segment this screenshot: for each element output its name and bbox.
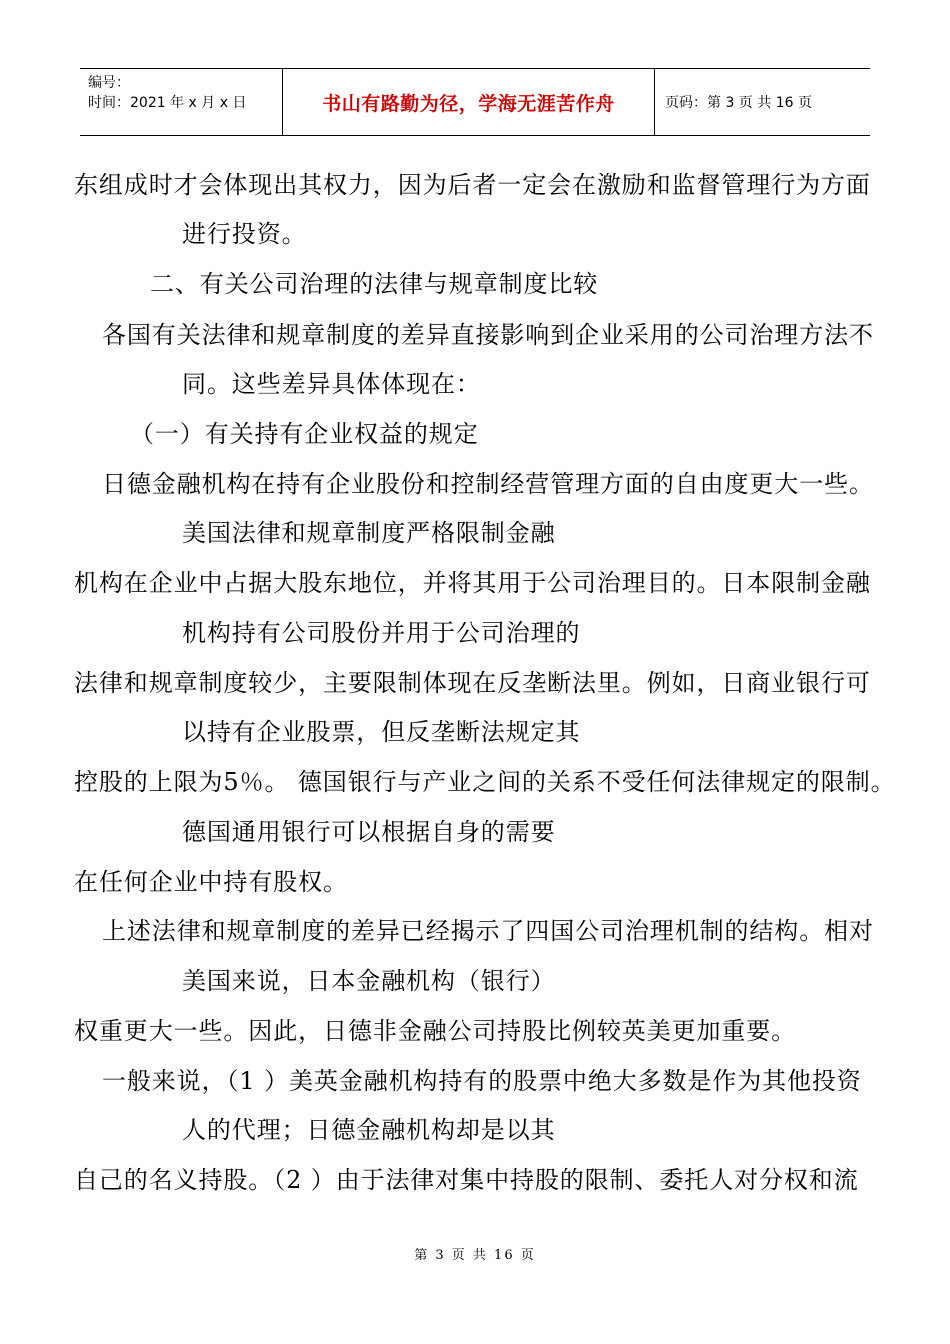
body-line: 德国通用银行可以根据自身的需要 <box>182 818 556 846</box>
body-line: 机构在企业中占据大股东地位，并将其用于公司治理目的。日本限制金融 <box>74 569 871 597</box>
body-line: 在任何企业中持有股权。 <box>74 868 348 896</box>
page-footer: 第 3 页 共 16 页 <box>414 1248 536 1263</box>
body-line: 美国来说，日本金融机构（银行） <box>182 967 556 995</box>
body-line: 法律和规章制度较少，主要限制体现在反垄断法里。例如，日商业银行可 <box>74 669 871 697</box>
body-line: 控股的上限为5％。 德国银行与产业之间的关系不受任何法律规定的限制。 <box>74 768 896 796</box>
subsection-heading: （一）有关持有企业权益的规定 <box>130 420 479 448</box>
body-line: 一般来说，（1 ）美英金融机构持有的股票中绝大多数是作为其他投资 <box>102 1067 862 1095</box>
body-line: 日德金融机构在持有企业股份和控制经营管理方面的自由度更大一些。 <box>102 470 874 498</box>
body-line: 美国法律和规章制度严格限制金融 <box>182 519 556 547</box>
body-line: 上述法律和规章制度的差异已经揭示了四国公司治理机制的结构。相对 <box>102 917 874 945</box>
page-header <box>80 68 870 136</box>
body-line: 进行投资。 <box>182 220 307 248</box>
header-page-info: 页码：第 3 页 共 16 页 <box>665 95 812 111</box>
body-line: 各国有关法律和规章制度的差异直接影响到企业采用的公司治理方法不 <box>102 321 874 349</box>
body-line: 自己的名义持股。（2 ）由于法律对集中持股的限制、委托人对分权和流 <box>74 1166 859 1194</box>
body-line: 以持有企业股票，但反垄断法规定其 <box>182 718 581 746</box>
header-number-label: 编号： <box>88 75 130 91</box>
header-time-label: 时间：2021 年 x 月 x 日 <box>88 95 247 111</box>
section-heading: 二、有关公司治理的法律与规章制度比较 <box>150 270 599 298</box>
header-meta <box>80 69 283 135</box>
header-motto: 书山有路勤为径，学海无涯苦作舟 <box>283 69 655 135</box>
body-line: 东组成时才会体现出其权力，因为后者一定会在激励和监督管理行为方面 <box>74 171 871 199</box>
body-line: 人的代理；日德金融机构却是以其 <box>182 1116 556 1144</box>
body-line: 权重更大一些。因此，日德非金融公司持股比例较英美更加重要。 <box>74 1017 797 1045</box>
body-line: 同。这些差异具体体现在： <box>182 370 481 398</box>
body-line: 机构持有公司股份并用于公司治理的 <box>182 619 581 647</box>
